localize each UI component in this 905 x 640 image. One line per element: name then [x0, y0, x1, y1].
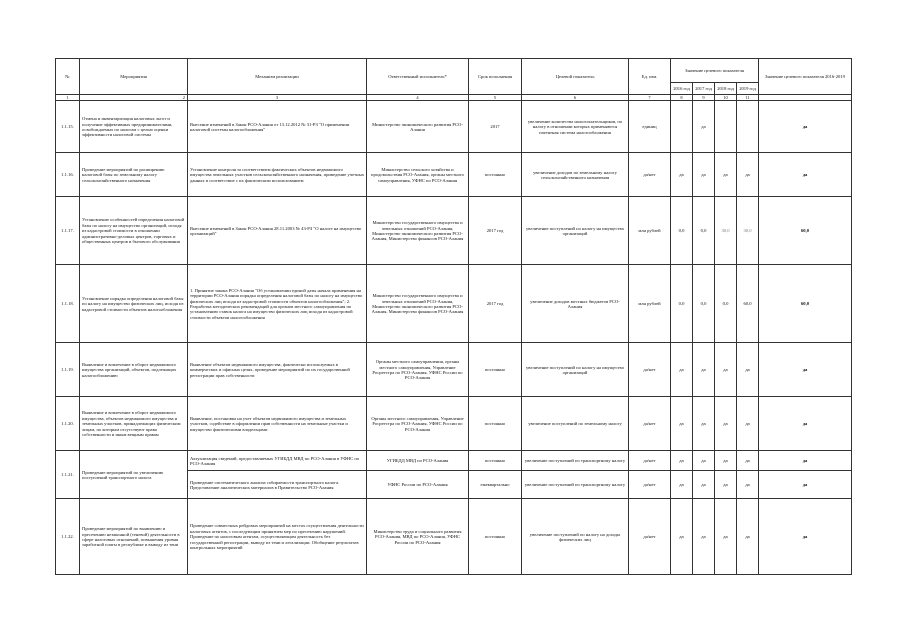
- table-row: [56, 397, 852, 451]
- row-final-value: да: [759, 471, 852, 499]
- row-event: Проведение мероприятий по увеличению поступлений транспортного налога: [80, 451, 188, 499]
- row-value-2016: да: [671, 343, 693, 397]
- row-final-value: да: [759, 499, 852, 575]
- row-mechanism: Актуализация сведений, предоставляемых УГИБДД МВД по РСО-Алания в УФНС по РСО-Алания: [188, 451, 367, 471]
- header-unit: Ед. изм.: [629, 59, 671, 95]
- row-deadline: постоянно: [469, 451, 522, 471]
- row-indicator: увеличение поступлений по земельному налогу: [522, 397, 629, 451]
- row-value-2019: да: [737, 451, 759, 471]
- row-value-2018: да: [715, 343, 737, 397]
- row-responsible: Органы местного самоуправления, органы местного самоуправления, Управление Росреестра по РСО-Алания, УФНС России по РСО-Алания: [367, 343, 469, 397]
- row-value-2017: 0,0: [693, 197, 715, 265]
- row-num: 1.1.16.: [56, 153, 80, 197]
- row-value-2019: 60,0: [737, 265, 759, 343]
- row-value-2017: да: [693, 343, 715, 397]
- row-final-value: да: [759, 451, 852, 471]
- row-event: Установление порядка определения налоговой базы по налогу на имущество физических лиц, исходя из кадастровой стоимости объектов налогообложения: [80, 265, 188, 343]
- row-mechanism: Проведение совместных рейдовых мероприятий на местах осуществления деятельности налоговых агентов, с последующим принятием мер по пресечению нарушений. Проведение по налоговым агентам, осуществляющим деятельность без государственной регистрации, выводу из тени и легализации. Обобщение результатов контрольных мероприятий: [188, 499, 367, 575]
- row-indicator: увеличение доходов по земельному налогу сельскохозяйственного назначения: [522, 153, 629, 197]
- header-final-value: Значение целевого показателя 2016-2019: [759, 59, 852, 95]
- row-value-2019: [737, 101, 759, 153]
- row-responsible: Министерство экономического развития РСО-Алания: [367, 101, 469, 153]
- header-target-values: Значение целевого показателя: [671, 59, 759, 83]
- row-value-2016: да: [671, 153, 693, 197]
- row-final-value: да: [759, 343, 852, 397]
- row-value-2018: да: [715, 451, 737, 471]
- row-unit: млн рублей: [629, 265, 671, 343]
- row-num: 1.1.22.: [56, 499, 80, 575]
- row-final-value: 60,0: [759, 265, 852, 343]
- row-deadline: 2017 год: [469, 265, 522, 343]
- row-num: 1.1.19.: [56, 343, 80, 397]
- header-num: №: [56, 59, 80, 95]
- row-event: Выявление и вовлечение в оборот недвижимого имущества организаций, объектов, подлежащих налогообложению: [80, 343, 188, 397]
- column-index: 7: [629, 95, 671, 101]
- row-event: Выявление и вовлечение в оборот недвижимого имущества, объектов недвижимого имущества и земельных участков, принадлежащих физическим лицам, по которым отсутствуют права собственности и иным вещным правам: [80, 397, 188, 451]
- header-responsible: Ответственный исполнитель*: [367, 59, 469, 95]
- header-year-2018: 2018 год: [715, 83, 737, 95]
- row-value-2017: да: [693, 451, 715, 471]
- row-deadline: постоянно: [469, 397, 522, 451]
- header-year-2017: 2017 год: [693, 83, 715, 95]
- row-final-value: да: [759, 153, 852, 197]
- row-deadline: постоянно: [469, 499, 522, 575]
- row-mechanism: Выявление объектов недвижимого имущества, фактически используемых в коммерческих и офисных целях, проведение мероприятий по их государственной регистрации прав собственности: [188, 343, 367, 397]
- row-final-value: да: [759, 101, 852, 153]
- row-unit: да/нет: [629, 451, 671, 471]
- row-value-2018: да: [715, 499, 737, 575]
- row-value-2016: 0,0: [671, 265, 693, 343]
- row-value-2019: да: [737, 471, 759, 499]
- table-row: [56, 499, 852, 575]
- row-indicator: увеличение количества налогоплательщиков, по налогу в отношении которых применяются патентная система налогообложения: [522, 101, 629, 153]
- row-value-2019: да: [737, 397, 759, 451]
- row-value-2018: да: [715, 153, 737, 197]
- column-index: 1: [56, 95, 80, 101]
- row-indicator: увеличение поступлений по транспортному налогу: [522, 451, 629, 471]
- row-event: Проведение мероприятий по расширению налоговой базы по земельному налогу сельскохозяйственного назначения: [80, 153, 188, 197]
- row-mechanism: Проведение систематического анализа собираемости транспортного налога. Представление аналитических материалов в Правительство РСО-Алания: [188, 471, 367, 499]
- plan-table-sheet: [55, 58, 851, 575]
- row-value-2019: да: [737, 153, 759, 197]
- header-deadline: Срок исполнения: [469, 59, 522, 95]
- row-responsible: УФНС России по РСО-Алания: [367, 471, 469, 499]
- row-unit: да/нет: [629, 343, 671, 397]
- row-event: Установление особенностей определения налоговой базы по налогу на имущество организаций, исходя из кадастровой стоимости в отношении административно-деловых центров, торговых и общественных центров и бытового обслуживания: [80, 197, 188, 265]
- row-deadline: ежеквартально: [469, 471, 522, 499]
- row-indicator: увеличение поступлений по налогу на доходы физических лиц: [522, 499, 629, 575]
- row-unit: да/нет: [629, 397, 671, 451]
- row-mechanism: 1. Принятие закона РСО-Алания "Об установлении единой даты начала применения на территории РСО-Алания порядка определения налоговой базы по налогу на имущество физических лиц исходя из кадастровой стоимости объектов налогообложения"; 2. Разработка методических рекомендаций для органов местного самоуправления по установлению ставок налога на имущество физических лиц исходя из кадастровой стоимости объектов налогообложения: [188, 265, 367, 343]
- row-value-2018: [715, 101, 737, 153]
- row-value-2018: да: [715, 471, 737, 499]
- row-indicator: увеличение поступлений по налогу на имущество организаций: [522, 197, 629, 265]
- row-unit: да/нет: [629, 499, 671, 575]
- row-num: 1.1.20.: [56, 397, 80, 451]
- row-responsible: Министерство государственного имущества и земельных отношений РСО-Алания, Министерство экономического развития РСО-Алания, Министерство финансов РСО-Алания: [367, 197, 469, 265]
- row-final-value: да: [759, 397, 852, 451]
- table-row: [56, 153, 852, 197]
- row-indicator: увеличение поступлений по транспортному налогу: [522, 471, 629, 499]
- table-row: [56, 101, 852, 153]
- row-responsible: Органы местного самоуправления, Управление Росреестра по РСО-Алания, УФНС России по РСО-Алания: [367, 397, 469, 451]
- header-mechanism: Механизм реализации: [188, 59, 367, 95]
- table-row: [56, 265, 852, 343]
- row-value-2016: да: [671, 499, 693, 575]
- row-mechanism: Внесение изменений в Закон РСО-Алания от 13.12.2012 № 31-РЗ "О применении налоговой системы налогообложения": [188, 101, 367, 153]
- row-value-2016: [671, 101, 693, 153]
- column-index: 2: [80, 95, 188, 101]
- row-event: Проведение мероприятий по выявлению и пресечению незаконной (теневой) деятельности в сфере налоговых отношений, повышения уровня заработной платы в республике и выводу из тени: [80, 499, 188, 575]
- table-body: [56, 101, 852, 575]
- row-event: Отмена и инвентаризация налоговых льгот и получение эффективных предпринимателями, освобождаемых по налогам с целью оценки эффективности налоговой системы: [80, 101, 188, 153]
- row-value-2019: да: [737, 343, 759, 397]
- row-responsible: УГИБДД МВД по РСО-Алания: [367, 451, 469, 471]
- header-year-2016: 2016 год: [671, 83, 693, 95]
- column-index: 8: [671, 95, 693, 101]
- row-deadline: постоянно: [469, 343, 522, 397]
- column-index: 3: [188, 95, 367, 101]
- row-value-2016: да: [671, 397, 693, 451]
- row-mechanism: Внесение изменений в Закон РСО-Алания 28.11.2003 № 43-РЗ "О налоге на имущество организаций": [188, 197, 367, 265]
- row-value-2019: да: [737, 499, 759, 575]
- row-unit: да/нет: [629, 153, 671, 197]
- row-deadline: 2017: [469, 101, 522, 153]
- row-value-2016: да: [671, 451, 693, 471]
- row-value-2018: 0,0: [715, 265, 737, 343]
- row-value-2016: 0,0: [671, 197, 693, 265]
- header-indicator: Целевой показатель: [522, 59, 629, 95]
- row-value-2017: да: [693, 397, 715, 451]
- column-index: 6: [522, 95, 629, 101]
- row-deadline: 2017 год: [469, 197, 522, 265]
- row-indicator: увеличение поступлений по налогу на имущество организаций: [522, 343, 629, 397]
- row-unit: да/нет: [629, 471, 671, 499]
- table-row: [56, 197, 852, 265]
- row-deadline: постоянно: [469, 153, 522, 197]
- table-header: [56, 59, 852, 101]
- row-num: 1.1.18.: [56, 265, 80, 343]
- row-value-2016: да: [671, 471, 693, 499]
- column-index: 11: [737, 95, 759, 101]
- row-num: 1.1.21.: [56, 451, 80, 499]
- row-final-value: 60,0: [759, 197, 852, 265]
- row-unit: млн рублей: [629, 197, 671, 265]
- header-year-2019: 2019 год: [737, 83, 759, 95]
- row-value-2017: да: [693, 471, 715, 499]
- column-index: 10: [715, 95, 737, 101]
- column-index: 9: [693, 95, 715, 101]
- row-indicator: увеличение доходов местных бюджетов РСО-Алания: [522, 265, 629, 343]
- column-index: 5: [469, 95, 522, 101]
- row-value-2017: да: [693, 153, 715, 197]
- table-row: [56, 451, 852, 471]
- row-value-2017: да: [693, 499, 715, 575]
- row-value-2017: 0,0: [693, 265, 715, 343]
- row-value-2018: да: [715, 397, 737, 451]
- row-value-2017: да: [693, 101, 715, 153]
- row-mechanism: Установление контроля за соответствием фактических объектов недвижимого имущества земельных участков сельскохозяйственного назначения, приведение учетных данных в соответствие с их фактическим использованием: [188, 153, 367, 197]
- plan-table: [55, 58, 852, 575]
- column-index: 4: [367, 95, 469, 101]
- row-responsible: Министерство государственного имущества и земельных отношений РСО-Алания, Министерство экономического развития РСО-Алания, Министерство финансов РСО-Алания: [367, 265, 469, 343]
- row-unit: единиц: [629, 101, 671, 153]
- row-num: 1.1.17.: [56, 197, 80, 265]
- row-value-2019: 30,0: [737, 197, 759, 265]
- row-responsible: Министерство сельского хозяйства и продовольствия РСО-Алания, органы местного самоуправления, УФНС по РСО-Алания: [367, 153, 469, 197]
- row-num: 1.1.15.: [56, 101, 80, 153]
- row-mechanism: Выявление, постановка на учет объектов недвижимого имущества и земельных участков, содействие в оформлении прав собственности на земельные участки и имущество фактическими владельцами: [188, 397, 367, 451]
- row-responsible: Министерство труда и социального развития РСО-Алания, МВД по РСО-Алания, УФНС России по РСО-Алания: [367, 499, 469, 575]
- row-value-2018: 30,0: [715, 197, 737, 265]
- table-row: [56, 343, 852, 397]
- header-event: Мероприятия: [80, 59, 188, 95]
